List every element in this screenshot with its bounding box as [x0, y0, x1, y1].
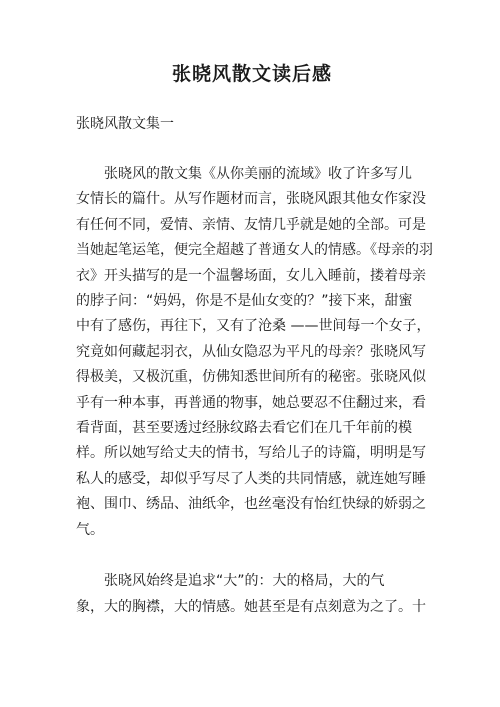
paragraph-line: 张晓风始终是追求“大”的：大的格局，大的气: [104, 573, 385, 590]
paragraph-line: 衣》开头描写的是一个温馨场面，女儿入睡前，搂着母亲: [76, 267, 426, 284]
paragraph-line: 当她起笔运笔，便完全超越了普通女人的情感。《母亲的羽: [76, 242, 433, 259]
paragraph-line: 样。所以她写给丈夫的情书，写给儿子的诗篇，明明是写: [76, 445, 426, 462]
paragraph-line: 得极美，又极沉重，仿佛知悉世间所有的秘密。张晓风似: [76, 369, 426, 386]
paragraph-line: 的脖子问：“妈妈，你是不是仙女变的？”接下来，甜蜜: [76, 293, 413, 310]
paragraph-line: 私人的感受，却似乎写尽了人类的共同情感，就连她写睡: [76, 470, 426, 487]
document-title: 张晓风散文读后感: [171, 63, 332, 85]
paragraph-line: 女情长的篇什。从写作题材而言，张晓风跟其他女作家没: [76, 191, 426, 208]
paragraph-1: [76, 162, 433, 543]
paragraph-line: 究竟如何藏起羽衣，从仙女隐忍为平凡的母亲？张晓风写: [76, 343, 426, 360]
paragraph-line: 象，大的胸襟，大的情感。她甚至是有点刻意为之了。十: [76, 598, 426, 615]
paragraph-line: 中有了感伤，再往下，又有了沧桑 ——世间每一个女子，: [76, 318, 431, 335]
paragraph-line: 袍、围巾、绣品、油纸伞，也丝毫没有怡红快绿的娇弱之: [76, 496, 426, 513]
paragraph-line: 张晓风的散文集《从你美丽的流域》收了许多写儿: [104, 166, 412, 182]
section-heading: 张晓风散文集一: [76, 116, 174, 132]
paragraph-line: 看背面，甚至要透过经脉纹路去看它们在几千年前的模: [76, 420, 412, 437]
paragraph-line: 有任何不同，爱情、亲情、友情几乎就是她的全部。可是: [76, 216, 426, 233]
paragraph-line: 气。: [76, 521, 104, 538]
paragraph-line: 乎有一种本事，再普通的物事，她总要忍不住翻过来，看: [76, 394, 426, 411]
paragraph-2: [76, 569, 428, 620]
